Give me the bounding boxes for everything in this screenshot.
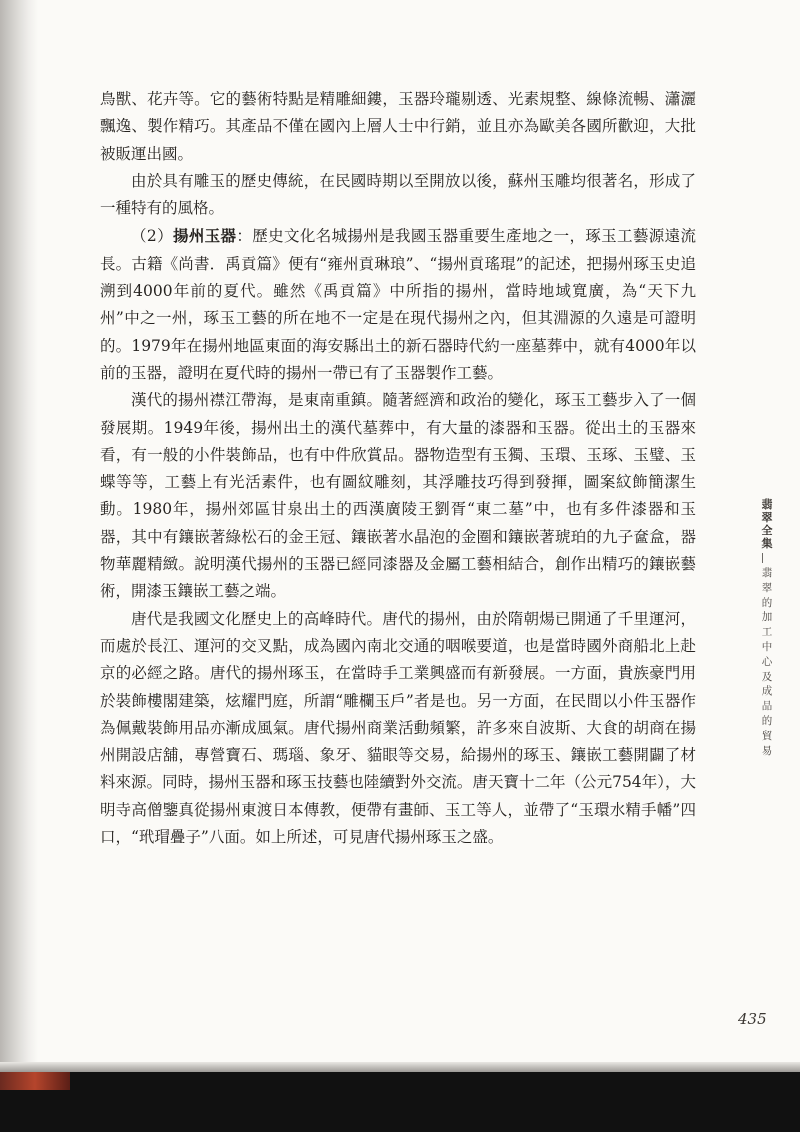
paragraph-han-dynasty: 漢代的揚州襟江帶海，是東南重鎮。隨著經濟和政治的變化，琢玉工藝步入了一個發展期。1949年後，揚州出土的漢代墓葬中，有大量的漆器和玉器。從出土的玉器來看，有一般的小件裝飾品，也有中件欣賞品。器物造型有玉獨、玉環、玉琢、玉璧、玉蝶等等，工藝上有光活素件，也有圖紋雕刻，其浮雕技巧得到發揮，圖案紋飾簡潔生動。1980年，揚州郊區甘泉出土的西漢廣陵王劉胥“東二墓”中，也有多件漆器和玉器，其中有鑲嵌著綠松石的金王冠、鑲嵌著水晶泡的金圈和鑲嵌著琥珀的九子奩盒，器物華麗精緻。說明漢代揚州的玉器已經同漆器及金屬工藝相結合，創作出精巧的鑲嵌藝術，開漆玉鑲嵌工藝之端。 xyxy=(100,391,696,601)
side-title-divider xyxy=(762,553,763,563)
scan-bottom-border xyxy=(0,1072,800,1132)
section-number: （2） xyxy=(131,227,173,246)
book-cover-corner xyxy=(0,1072,70,1090)
side-book-title: 翡翠全集 xyxy=(761,498,773,550)
side-chapter-title: 翡翠的加工中心及成品的貿易 xyxy=(761,567,773,757)
paragraph-yangzhou-text: ：歷史文化名城揚州是我國玉器重要生產地之一，琢玉工藝源遠流長。古籍《尚書．禹貢篇》便有“雍州貢琳琅”、“揚州貢瑤琨”的記述，把揚州琢玉史追溯到4000年前的夏代。雖然《禹貢篇》中所指的揚州，當時地域寬廣，為“天下九州”中之一州，琢玉工藝的所在地不一定是在現代揚州之內，但其淵源的久遠是可證明的。1979年在揚州地區東面的海安縣出土的新石器時代約一座墓葬中，就有4000年以前的玉器，證明在夏代時的揚州一帶已有了玉器製作工藝。 xyxy=(100,227,696,382)
paragraph-yangzhou-intro xyxy=(100,222,696,387)
book-spine-shadow xyxy=(0,0,38,1132)
paragraph-suzhou-features: 鳥獸、花卉等。它的藝術特點是精雕細鏤，玉器玲瓏剔透、光素規整、線條流暢、瀟灑飄逸、製作精巧。其產品不僅在國內上層人士中行銷，並且亦為歐美各國所歡迎，大批被販運出國。 xyxy=(100,90,696,163)
page-number: 435 xyxy=(738,1010,767,1028)
paragraph-tang-dynasty: 唐代是我國文化歷史上的高峰時代。唐代的揚州，由於隋朝煬已開通了千里運河，而處於長江、運河的交叉點，成為國內南北交通的咽喉要道，也是當時國外商船北上赴京的必經之路。唐代的揚州琢玉，在當時手工業興盛而有新發展。一方面，貴族豪門用於裝飾樓閣建築，炫耀門庭，所謂“雕欄玉戶”者是也。另一方面，在民間以小件玉器作為佩戴裝飾用品亦漸成風氣。唐代揚州商業活動頻繁，許多來自波斯、大食的胡商在揚州開設店舖，專營寶石、瑪瑙、象牙、貓眼等交易，給揚州的琢玉、鑲嵌工藝開闢了材料來源。同時，揚州玉器和琢玉技藝也陸續對外交流。唐天寶十二年（公元754年），大明寺高僧鑒真從揚州東渡日本傳教，便帶有畫師、玉工等人，並帶了“玉環水精手幡”四口，“玳瑁疊子”八面。如上所述，可見唐代揚州琢玉之盛。 xyxy=(100,609,696,847)
section-heading: 揚州玉器 xyxy=(172,226,237,246)
body-text xyxy=(100,86,696,851)
paragraph-suzhou-tradition: 由於具有雕玉的歷史傳統，在民國時期以至開放以後，蘇州玉雕均很著名，形成了一種特有的風格。 xyxy=(100,171,696,218)
